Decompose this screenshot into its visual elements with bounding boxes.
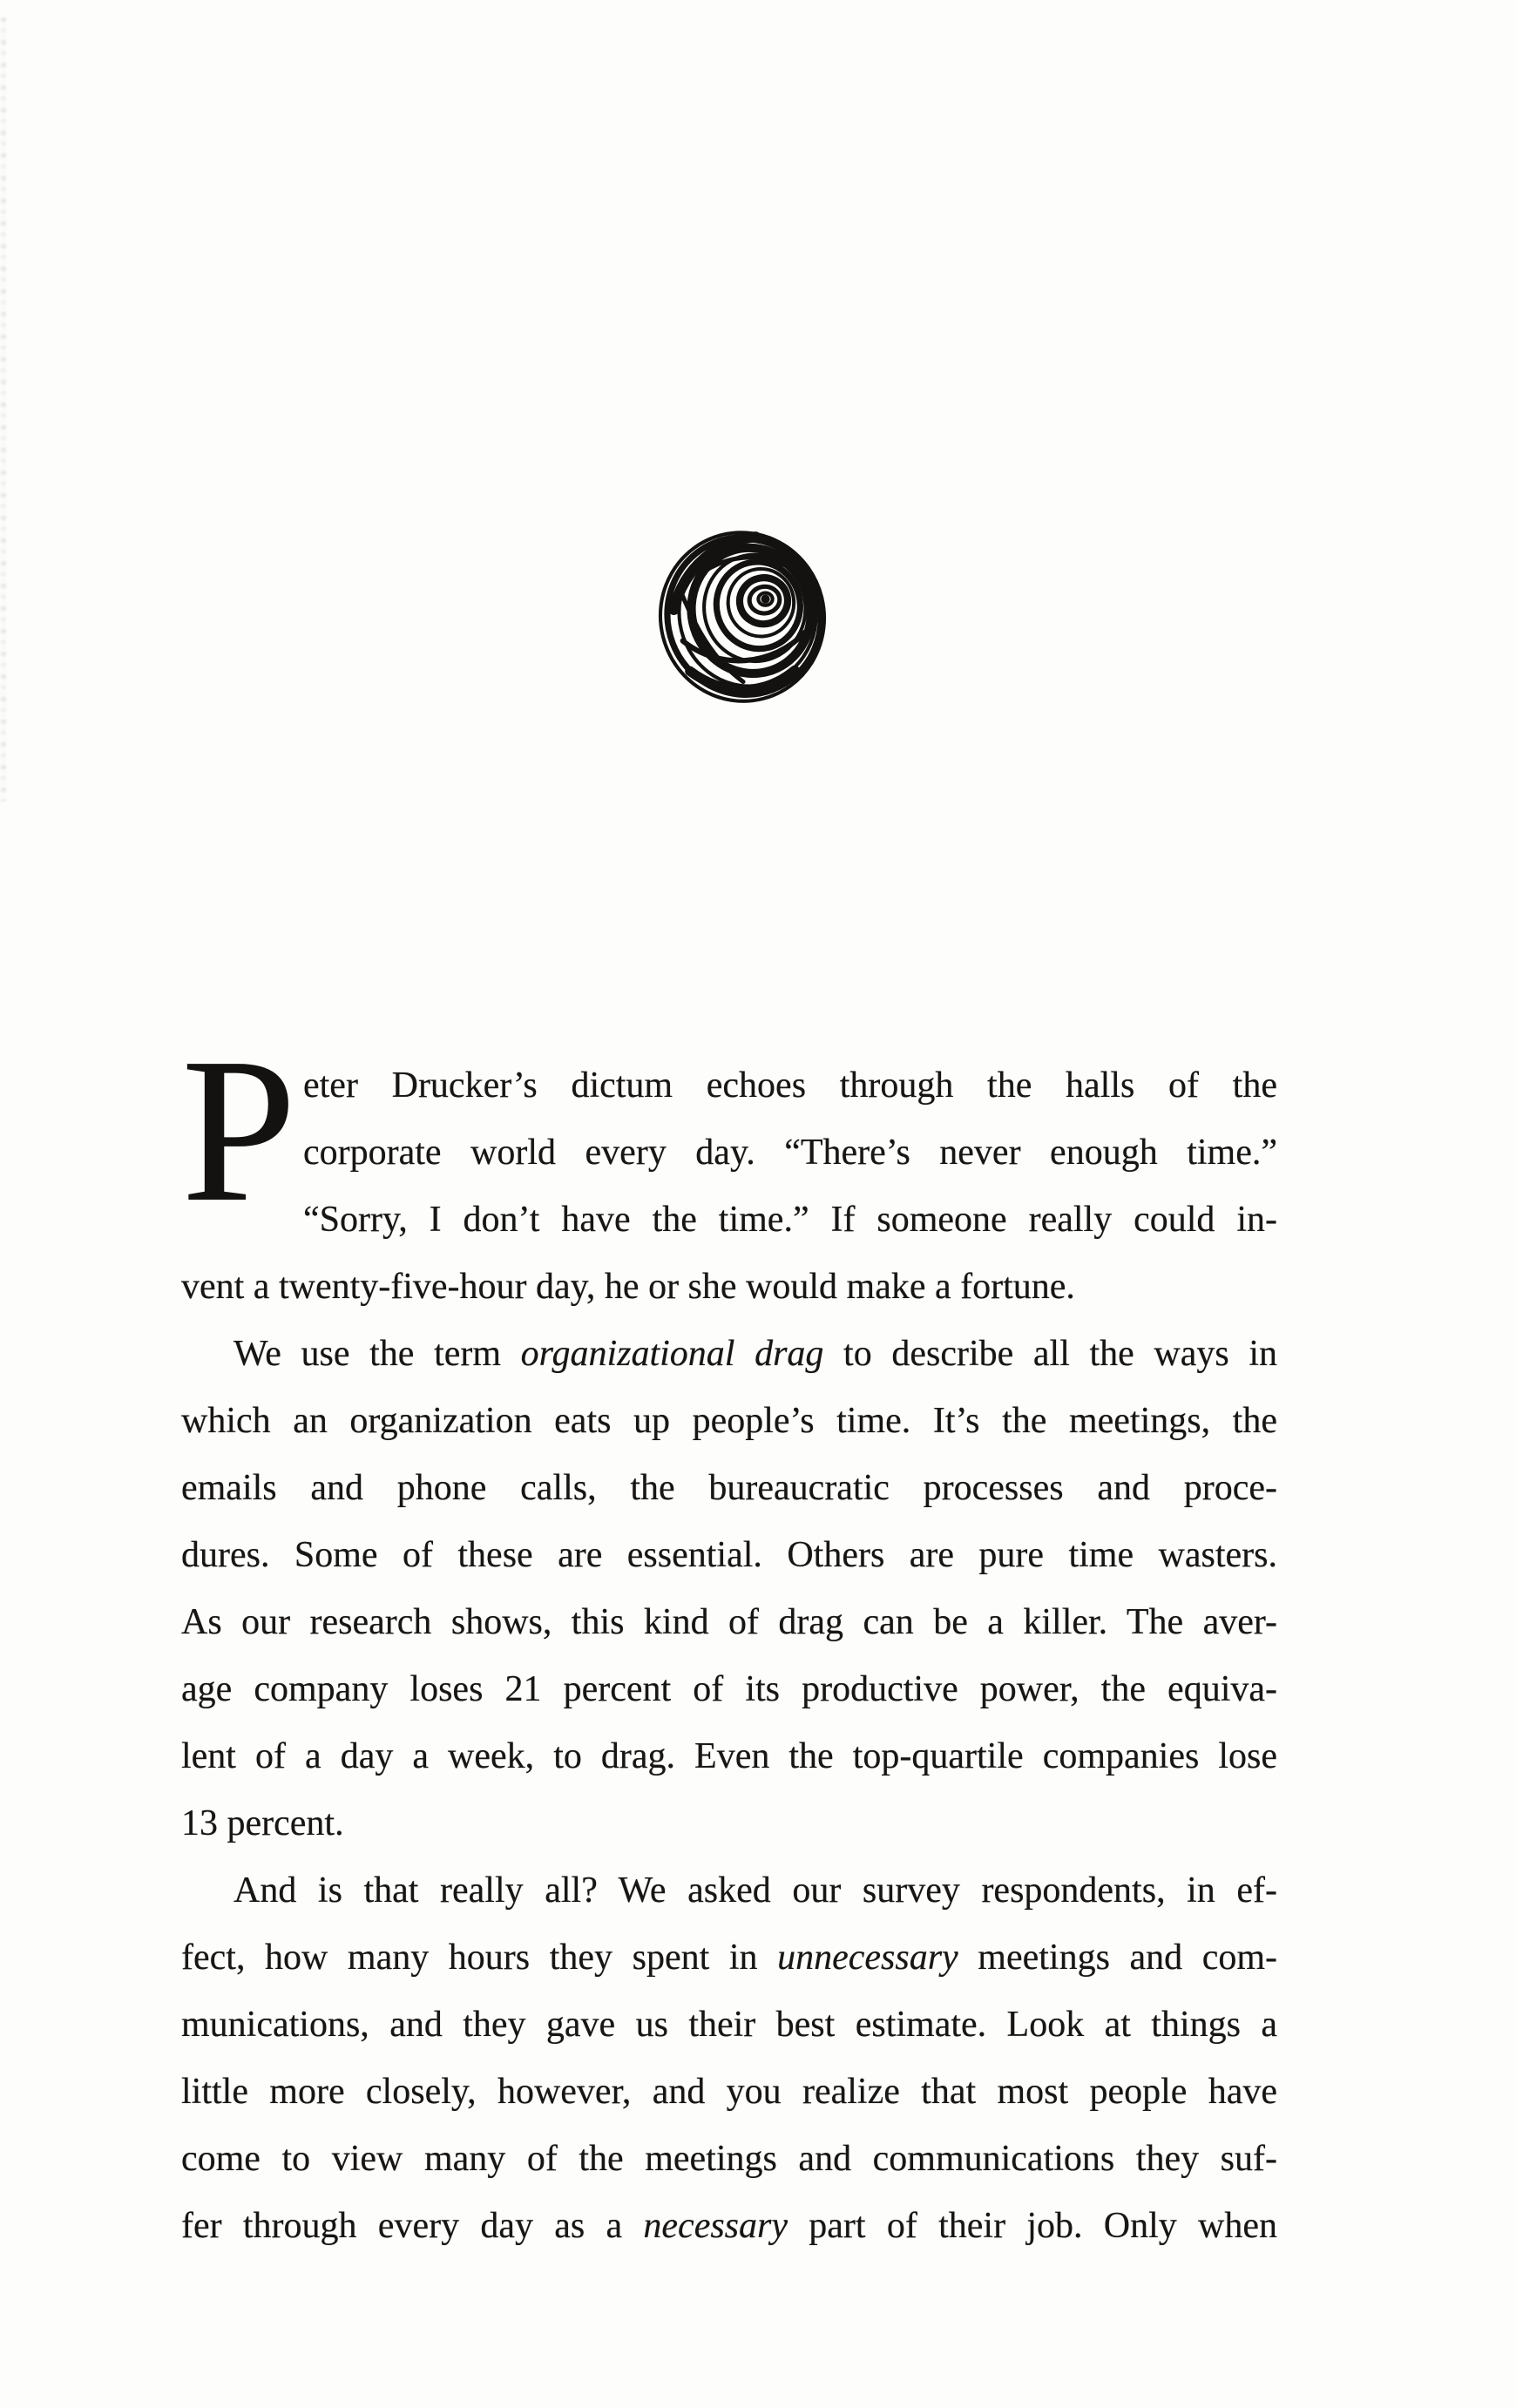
text-segment: vent a twenty-five-hour day, he or she would make a fortune. [181,1267,1075,1307]
text-segment: corporate world every day. “There’s never enough time.” [303,1133,1277,1173]
text-segment: fer through every day as a [181,2206,644,2246]
italic-text: organizational drag [520,1334,824,1374]
text-line [181,1790,1277,1857]
text-segment: age company loses 21 percent of its productive power, the equiva- [181,1669,1277,1709]
text-line [181,1119,1277,1187]
text-segment: dures. Some of these are essential. Others are pure time wasters. [181,1535,1277,1575]
text-line [181,1052,1277,1119]
text-segment: emails and phone calls, the bureaucratic processes and proce- [181,1468,1277,1508]
text-line [181,1656,1277,1723]
text-segment: which an organization eats up people’s time. It’s the meetings, the [181,1401,1277,1441]
text-line [181,1992,1277,2059]
text-segment: 13 percent. [181,1803,344,1843]
italic-text: necessary [643,2206,788,2246]
text-segment: part of their job. Only when [788,2206,1277,2246]
scan-artifact [1,17,6,802]
drop-cap: P [181,1016,297,1245]
text-line [181,1254,1277,1321]
text-segment: fect, how many hours they spent in [181,1938,778,1978]
text-line [181,1723,1277,1790]
text-line [181,1522,1277,1589]
text-line [181,2059,1277,2126]
text-segment: We use the term [233,1334,521,1374]
text-line [181,1857,1277,1924]
text-line [181,2126,1277,2193]
text-segment: And is that really all? We asked our survey respondents, in ef- [233,1870,1277,1911]
text-segment: munications, and they gave us their best estimate. Look at things a [181,2005,1277,2045]
text-segment: come to view many of the meetings and communications they suf- [181,2139,1277,2179]
text-segment: “Sorry, I don’t have the time.” If someone really could in- [303,1200,1277,1240]
text-segment: eter Drucker’s dictum echoes through the halls of the [303,1065,1277,1106]
text-segment: As our research shows, this kind of drag can be a killer. The aver- [181,1602,1277,1642]
paragraph [181,1857,1277,2260]
text-line [181,1589,1277,1656]
text-line [181,1388,1277,1455]
paragraph [181,1016,1277,1321]
text-line [181,1455,1277,1522]
text-line [181,1924,1277,1992]
text-segment: lent of a day a week, to drag. Even the top-quartile companies lose [181,1736,1277,1776]
text-line [181,2193,1277,2260]
text-segment: meetings and com- [958,1938,1278,1978]
paragraph [181,1321,1277,1857]
italic-text: unnecessary [777,1938,958,1978]
text-segment: little more closely, however, and you realize that most people have [181,2072,1277,2112]
scribble-sphere-illustration [658,525,827,703]
text-line [181,1187,1277,1254]
text-segment: to describe all the ways in [823,1334,1278,1374]
text-line [181,1321,1277,1388]
body-text [181,1016,1278,2260]
